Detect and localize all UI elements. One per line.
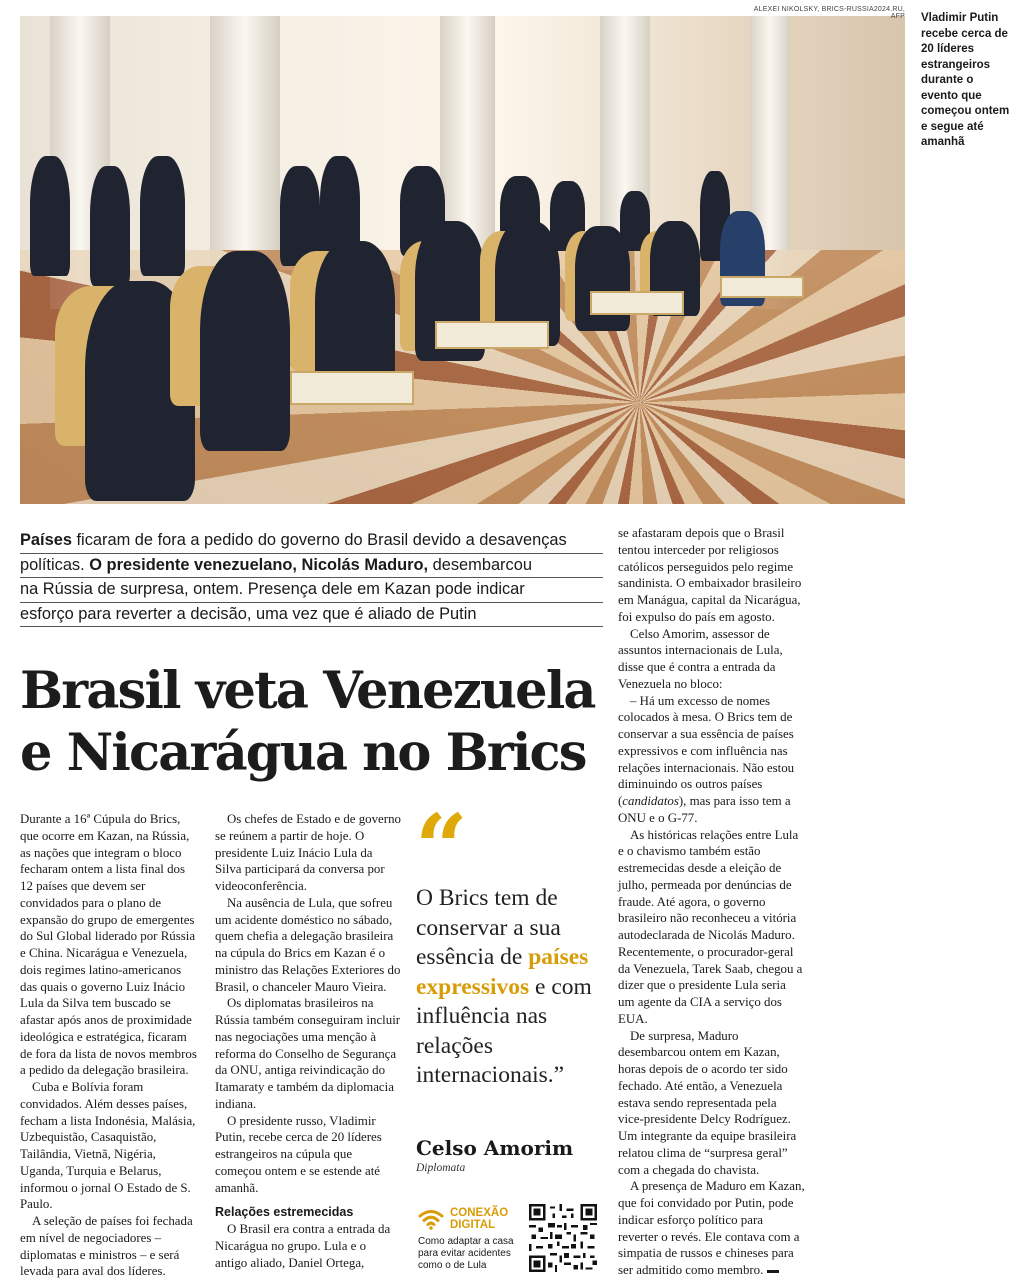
- dek-line: [20, 554, 603, 579]
- photo-table: [435, 321, 549, 349]
- paragraph: De surpresa, Maduro desembarcou ontem em Kazan, horas depois de o acordo ter sido fechado. Até então, a Venezuela estava sendo representada pela vice-presidente Delcy Rodríguez. Um integrante da equipe brasileira relatou clima de “surpresa geral” com a chegada do chavista.: [618, 1028, 797, 1177]
- photo-person: [140, 156, 185, 276]
- dek-line: na Rússia de surpresa, ontem. Presença dele em Kazan pode indicar: [20, 578, 603, 603]
- paragraph: Os chefes de Estado e de governo se reúnem a partir de hoje. O presidente Luiz Inácio Lula da Silva participará da conversa por videoconferência.: [215, 812, 401, 893]
- paragraph: [618, 1178, 805, 1279]
- subhead: Relações estremecidas: [215, 1205, 354, 1220]
- paragraph-italic: candidatos: [622, 794, 679, 808]
- paragraph: Na ausência de Lula, que sofreu um acidente doméstico no sábado, quem chefia a delegação brasileira na cúpula do Brics em Kazan é o ministro das Relações Exteriores do Brasil, o chanceler Mauro Vieira.: [215, 895, 401, 994]
- dek-line: [20, 529, 603, 554]
- paragraph: Cuba e Bolívia foram convidados. Além desses países, fecham a lista Indonésia, Malásia, Uzbequistão, Casaquistão, Tailândia, Vietnã, Nigéria, Uganda, Turquia e Belarus, informou o jornal O Estado de S. Paulo.: [20, 1080, 196, 1212]
- paragraph: [618, 693, 805, 827]
- paragraph: Celso Amorim, assessor de assuntos internacionais de Lula, disse que é contra a entrada da Venezuela no bloco:: [618, 626, 783, 691]
- promo-text: Como adaptar a casa para evitar acidentes como o de Lula: [418, 1236, 514, 1271]
- article-column-2: [215, 811, 401, 1271]
- paragraph-text: A presença de Maduro em Kazan, que foi convidado por Putin, pode indicar esforço político para reverter o revés. Ele contava com a simpatia de russos e chineses para ser admitido como membro.: [618, 1179, 805, 1277]
- paragraph: Durante a 16ª Cúpula do Brics, que ocorre em Kazan, na Rússia, as nações que integram o bloco fecharam ontem a lista final dos 12 países que devem ser convidados para o plano de expansão do grupo de emergentes do Sul Global liderado por Rússia e China. Nicarágua e Venezuela, dois regimes latino-americanos das quais o governo Luiz Inácio Lula da Silva tem buscado se afastar após anos de proximidade ideológica e estratégica, ficaram de fora da lista de novos membros a pedido da delegação brasileira.: [20, 812, 197, 1078]
- wifi-icon: [418, 1208, 444, 1230]
- dek-text: políticas.: [20, 555, 90, 574]
- quote-mark-icon: “: [415, 794, 468, 902]
- paragraph: A seleção de países foi fechada em nível de negociadores – diplomatas e ministros – e será levada para aval dos líderes.: [20, 1214, 193, 1279]
- headline-line: e Nicarágua no Brics: [20, 723, 586, 783]
- dek-bold: O presidente venezuelano, Nicolás Maduro,: [89, 555, 429, 574]
- headline: [20, 660, 610, 784]
- dek-line: esforço para reverter a decisão, uma vez que é aliado de Putin: [20, 603, 603, 628]
- dek-text: desembarcou: [428, 555, 532, 574]
- article-column-3: [618, 525, 805, 1279]
- end-mark-icon: [767, 1270, 779, 1273]
- paragraph: As históricas relações entre Lula e o chavismo também estão estremecidas desde a eleição de julho, permeada por denúncias de fraude. Até agora, o governo brasileiro não reconheceu a vitória autodeclarada de Nicolás Maduro. Recentemente, o procurador-geral da Venezuela, Tarek Saab, chegou a dizer que o presidente Lula seria um agente da CIA a serviço dos EUA.: [618, 827, 803, 1026]
- pull-quote-highlight: países expressivos: [416, 944, 589, 1000]
- promo-title: CONEXÃO DIGITAL: [450, 1207, 509, 1231]
- paragraph: se afastaram depois que o Brasil tentou interceder por religiosos católicos perseguidos pelo regime sandinista. O embaixador brasileiro em Manágua, capital da Nicarágua, foi expulso do país em agosto.: [618, 526, 802, 624]
- dek-bold: Países: [20, 531, 72, 549]
- article-column-1: [20, 811, 200, 1280]
- paragraph: O Brasil era contra a entrada da Nicarágua no grupo. Lula e o antigo aliado, Daniel Ortega,: [215, 1222, 391, 1270]
- qr-code-icon[interactable]: [529, 1204, 597, 1272]
- lead-photo: [20, 16, 905, 504]
- headline-line: Brasil veta Venezuela: [20, 661, 595, 721]
- photo-person: [575, 226, 630, 331]
- dek-text: ficaram de fora a pedido do governo do Brasil devido a desavenças: [71, 531, 567, 549]
- photo-person: [315, 241, 395, 391]
- photo-table: [720, 276, 804, 298]
- photo-person: [200, 251, 290, 451]
- paragraph: O presidente russo, Vladimir Putin, recebe cerca de 20 líderes estrangeiros na cúpula que começou ontem e se estende até amanhã.: [215, 1113, 382, 1195]
- pull-quote-text: O Brics tem de conservar a sua essência de: [416, 885, 561, 970]
- photo-person: [30, 156, 70, 276]
- photo-table: [290, 371, 414, 405]
- pull-quote-author: Celso Amorim: [416, 1136, 574, 1160]
- pull-quote-text: e com influência nas relações internacionais.”: [416, 973, 592, 1088]
- paragraph-text: ), mas para isso tem a ONU e o G-77.: [618, 794, 791, 825]
- paragraph: Os diplomatas brasileiros na Rússia também conseguiram incluir nas negociações uma menção à reforma do Conselho de Segurança da ONU, antiga reivindicação do Itamaraty e também da diplomacia indiana.: [215, 996, 401, 1111]
- photo-person: [90, 166, 130, 286]
- photo-table: [590, 291, 684, 315]
- pull-quote: [416, 884, 596, 1091]
- photo-credit: ALEXEI NIKOLSKY, BRICS-RUSSIA2024.RU, AFP: [753, 6, 905, 20]
- dek: [20, 529, 603, 627]
- photo-caption: Vladimir Putin recebe cerca de 20 líderes estrangeiros durante o evento que começou ontem e segue até amanhã: [921, 12, 1010, 148]
- pull-quote-role: Diplomata: [416, 1162, 466, 1174]
- paragraph-text: – Há um excesso de nomes colocados à mesa. O Brics tem de conservar a sua essência de países expressivos e com influência nas relações internacionais. Não estou diminuindo os outros países (: [618, 693, 795, 808]
